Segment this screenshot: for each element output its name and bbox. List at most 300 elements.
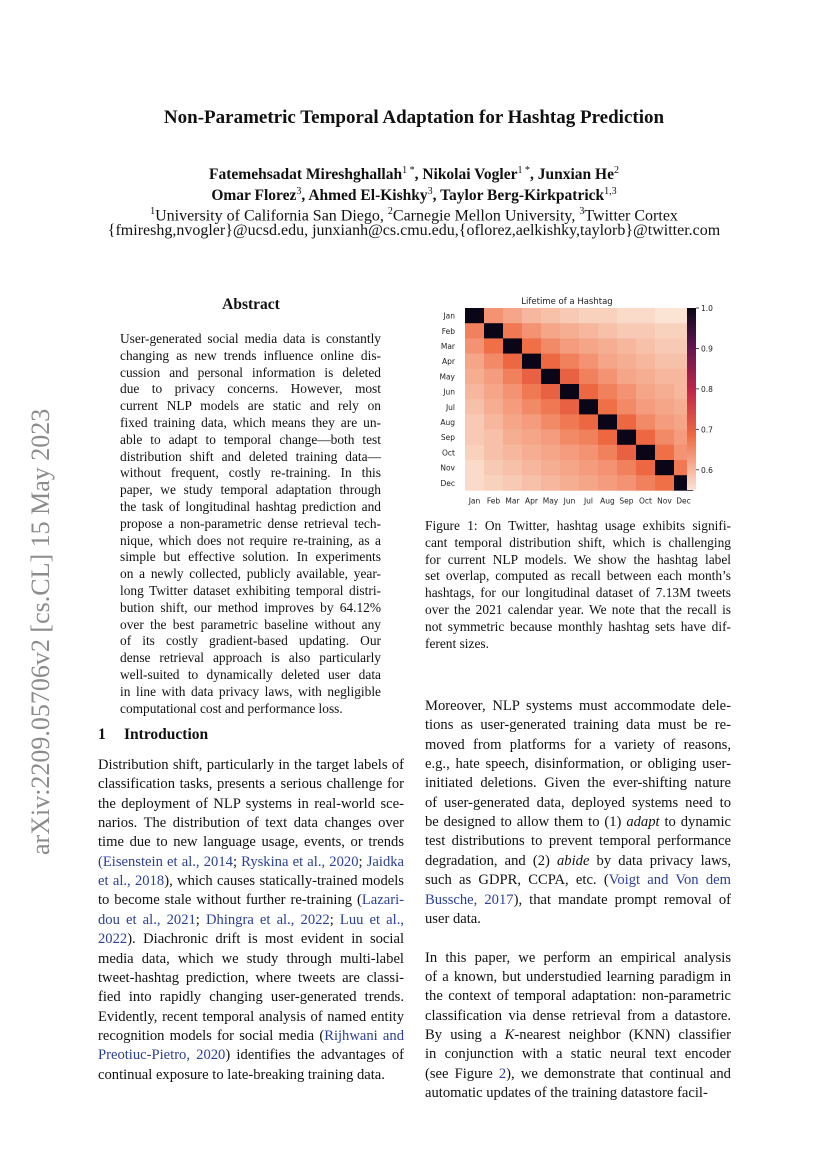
text-span: Evidently, recent temporal analysis of named entity [98, 1008, 404, 1025]
heatmap-cell [465, 323, 484, 339]
heatmap-cell [655, 384, 674, 400]
x-tick-label: Jan [468, 496, 481, 506]
heatmap-cell [484, 414, 503, 430]
emphasis-text: abide [557, 852, 590, 869]
heatmap-cell [598, 369, 617, 385]
caption-line: over the 2021 calendar year. We note that the recall is [425, 602, 731, 617]
text-span: -nearest neighbor (KNN) classifier [514, 1026, 732, 1043]
body-text-line [425, 891, 731, 910]
heatmap-cell [617, 338, 636, 354]
heatmap-cell [484, 354, 503, 370]
heatmap-cell [541, 308, 560, 324]
heatmap-cell [484, 369, 503, 385]
text-span: continual exposure to late-breaking training data. [98, 1066, 385, 1083]
citation-link[interactable]: ( [98, 853, 103, 870]
author-affiliation-mark: 3 [427, 186, 433, 197]
text-span: In this paper, we perform an empirical analysis [425, 949, 731, 966]
text-span: moved from platforms for a variety of reasons, [425, 736, 731, 753]
heatmap-cell [560, 384, 579, 400]
heatmap-cell [617, 475, 636, 491]
heatmap-cell [579, 338, 598, 354]
author-list-line-1: Fatemehsadat Mireshghallah$^{1 *}$, Nikolai Vogler$^{1 *}$, Junxian He$^2$ [209, 165, 619, 184]
abstract-line: without frequent, costly re-training. In this [120, 465, 381, 481]
heatmap-cell [598, 323, 617, 339]
caption-line: not symmetric because monthly hashtag sets have dif- [425, 618, 731, 634]
heatmap-cell [636, 475, 655, 491]
arxiv-identifier: arXiv:2209.05706v2 [cs.CL] 15 May 2023 [26, 408, 55, 855]
text-span: user data. [425, 910, 481, 927]
body-text-line [425, 871, 731, 890]
x-tick-label: Mar [505, 496, 520, 506]
author-name: Omar Florez [211, 187, 297, 205]
heatmap-cell [617, 399, 636, 415]
heatmap-cell [465, 338, 484, 354]
citation-link[interactable]: Dhingra et al., 2022 [205, 911, 330, 928]
heatmap-cell [522, 430, 541, 446]
abstract-line: nique, which does not require re-training, as a [120, 532, 381, 548]
heatmap-cell [579, 354, 598, 370]
abstract-line: of its costly gradient-based updating. Our [120, 633, 381, 649]
heatmap-cell [655, 445, 674, 461]
y-tick-label: Apr [442, 357, 455, 367]
heatmap-cell [560, 414, 579, 430]
citation-link[interactable]: 2022 [98, 931, 128, 948]
x-tick-label: Sep [619, 496, 634, 506]
heatmap-cell [503, 399, 522, 415]
x-tick-label: May [542, 496, 559, 506]
abstract-line: the task of longitudinal hashtag prediction and [120, 499, 381, 514]
heatmap-cell [560, 445, 579, 461]
citation-link[interactable]: Ryskina et al., 2020 [241, 853, 359, 870]
body-text-line [98, 930, 404, 949]
text-span: test distributions to prevent temporal performance [425, 833, 731, 850]
heatmap-cell [598, 475, 617, 491]
heatmap-cell [655, 430, 674, 446]
heatmap-cell [655, 323, 674, 339]
heatmap-cell [617, 308, 636, 324]
citation-link[interactable]: Eisenstein et al., 2014 [102, 853, 233, 870]
text-span: classification tasks, presents a serious challenge for [98, 776, 404, 793]
citation-link[interactable]: dou et al., 2021 [98, 911, 196, 928]
emphasis-text: K [504, 1026, 515, 1043]
heatmap-cell [636, 384, 655, 400]
body-text-line [425, 968, 731, 987]
citation-link[interactable]: et al., 2018 [98, 873, 165, 890]
text-span: ), which causes statically-trained models [164, 873, 404, 890]
text-span: of user-generated data, deployed systems need to [425, 794, 731, 811]
heatmap-cell [617, 354, 636, 370]
abstract-line: well-suited to dynamically deleted user data [120, 667, 381, 682]
author-list-line-2: Omar Florez$^3$, Ahmed El-Kishky$^3$, Taylor Berg-Kirkpatrick$^{1,3}$ [211, 186, 617, 205]
text-span: ; [329, 911, 340, 928]
y-tick-label: Mar [440, 342, 455, 351]
heatmap-cell [636, 338, 655, 354]
heatmap-cell [579, 445, 598, 461]
heatmap-cell [484, 308, 503, 324]
heatmap-cell [522, 414, 541, 430]
heatmap-cell [636, 399, 655, 415]
body-text-line [425, 1007, 731, 1026]
y-tick-label: Sep [440, 433, 455, 443]
body-text-line [425, 949, 731, 968]
heatmap-cell [465, 475, 484, 491]
heatmap-cell [465, 445, 484, 461]
author-affiliation-mark: 1 * [517, 165, 530, 176]
heatmap-cell [560, 369, 579, 385]
heatmap-cell [541, 354, 560, 370]
heatmap-cell [560, 430, 579, 446]
heatmap-cell [484, 445, 503, 461]
text-span: narios. The distribution of text data changes over [98, 815, 404, 832]
text-span: time due to new language usage, events, or trends [98, 834, 404, 851]
heatmap-cell [598, 430, 617, 446]
abstract-line: current NLP models are static and rely on [120, 398, 381, 414]
text-span: ; [358, 853, 367, 870]
abstract-line: distribution shift and deleted training data— [120, 448, 381, 464]
y-tick-label: Jan [443, 311, 455, 321]
heatmap-cell [522, 445, 541, 461]
body-text-line [425, 1065, 731, 1084]
x-tick-label: Nov [657, 496, 672, 506]
body-text-line [98, 891, 404, 910]
heatmap-cell [655, 354, 674, 370]
caption-line: ferent sizes. [425, 635, 489, 651]
body-text-line [425, 736, 731, 755]
x-tick-label: Apr [525, 496, 538, 506]
body-text-line [98, 775, 404, 794]
heatmap-cell [522, 475, 541, 491]
body-text-line [98, 950, 404, 969]
citation-link[interactable]: 2 [498, 1065, 507, 1082]
heatmap-cell [655, 369, 674, 385]
text-span: classification via dense retrieval from a datastore. [425, 1007, 731, 1024]
colorbar-tick-label: 1.0 [701, 304, 713, 313]
heatmap-cell [503, 384, 522, 400]
arxiv-identifier-stamp [19, 355, 59, 855]
heatmap-cell [598, 460, 617, 476]
body-text-line [98, 853, 404, 872]
abstract-line: dense retrieval approach is also particularly [120, 650, 381, 666]
heatmap-cell [465, 308, 484, 324]
affiliation-mark: 1 [150, 206, 156, 217]
y-tick-label: Oct [442, 448, 455, 458]
body-text-line [425, 755, 731, 774]
heatmap-cell [541, 338, 560, 354]
heatmap-cell [617, 460, 636, 476]
text-span: in conjunction with a static neural text encoder [425, 1046, 731, 1063]
text-span: tweet-hashtag prediction, where tweets are classi- [98, 969, 404, 986]
y-tick-label: Jun [443, 387, 455, 397]
heatmap-cell [617, 369, 636, 385]
heatmap-cell [579, 399, 598, 415]
heatmap-cell [484, 430, 503, 446]
body-text-line [425, 832, 731, 851]
body-text-line [425, 1045, 731, 1064]
abstract-line: due to privacy concerns. However, most [120, 381, 381, 397]
citation-link[interactable]: Voigt and Von dem [608, 872, 731, 889]
text-span: by data privacy laws, [589, 852, 731, 869]
heatmap-cell [655, 414, 674, 430]
heatmap-cell [636, 369, 655, 385]
heatmap-cell [579, 369, 598, 385]
heatmap-cell [541, 445, 560, 461]
text-span: the context of temporal adaptation: non-parametric [425, 988, 731, 1005]
heatmap-cell [484, 460, 503, 476]
heatmap-cell [560, 338, 579, 354]
abstract-line: bution shift, our method improves by 64.12% [120, 599, 381, 615]
author-emails: {fmireshg,nvogler}@ucsd.edu, junxianh@cs.cmu.edu,{oflorez,aelkishky,taylorb}@twitter.com [107, 222, 721, 239]
affiliation-name: University of California San Diego, [155, 207, 388, 225]
text-span: Distribution shift, particularly in the target labels of [98, 757, 404, 773]
x-tick-label: Aug [600, 496, 615, 506]
body-text-line [98, 833, 404, 852]
x-tick-label: Jul [583, 496, 594, 506]
body-text-line [98, 969, 404, 988]
body-text-line [425, 716, 731, 735]
body-text-line [98, 1027, 404, 1046]
abstract-line: propose a non-parametric dense retrieval tech- [120, 515, 381, 531]
author-name: Nikolai Vogler [422, 166, 518, 184]
abstract-line: fixed training data, which means they are un- [120, 415, 381, 430]
y-tick-label: Jul [445, 402, 455, 412]
citation-link[interactable]: Rijhwani and [324, 1027, 405, 1044]
text-span: the deployment of NLP systems in real-world sce- [98, 795, 404, 812]
text-span: be designed to allow them to (1) [425, 814, 627, 831]
heatmap-cell [560, 323, 579, 339]
author-affiliation-mark: 3 [296, 186, 302, 197]
heatmap-cell [522, 323, 541, 339]
affiliation-mark: 2 [387, 206, 393, 217]
section-number: 1 [98, 726, 106, 743]
heatmap-cell [541, 475, 560, 491]
text-span: to dynamic [659, 814, 731, 831]
heatmap-cell [465, 369, 484, 385]
heatmap-cell [636, 354, 655, 370]
text-span: to become stale without further re-training ( [98, 892, 362, 909]
citation-link[interactable]: Preotiuc-Pietro, 2020 [98, 1047, 226, 1064]
author-name: Taylor Berg-Kirkpatrick [440, 187, 605, 205]
author-affiliation-mark: 2 [613, 165, 619, 176]
citation-link[interactable]: Luu et al., [339, 911, 405, 928]
colorbar [687, 308, 696, 490]
text-span: ), that mandate prompt removal of [513, 891, 731, 908]
heatmap-cell [655, 308, 674, 324]
heatmap-cell [617, 323, 636, 339]
heatmap-cell [598, 414, 617, 430]
heatmap-cell [617, 430, 636, 446]
heatmap-cell [636, 445, 655, 461]
affiliation-name: Carnegie Mellon University, [392, 207, 580, 225]
heatmap-cell [636, 308, 655, 324]
heatmap-cell [465, 460, 484, 476]
heatmap-cell [465, 430, 484, 446]
affiliation-mark: 3 [579, 206, 585, 217]
heatmap-cell [617, 384, 636, 400]
body-text-line [425, 1026, 731, 1045]
heatmap-cell [522, 308, 541, 324]
x-tick-label: Oct [639, 496, 652, 506]
heatmap-cell [636, 430, 655, 446]
paper-title: Non-Parametric Temporal Adaptation for Hashtag Prediction [163, 107, 665, 128]
text-span: recognition models for social media ( [98, 1027, 325, 1044]
heatmap-cell [541, 323, 560, 339]
heatmap-cell [465, 384, 484, 400]
abstract-line: able to adapt to temporal change—both test [120, 431, 381, 447]
colorbar-tick-label: 0.8 [701, 384, 713, 394]
heatmap-cell [655, 338, 674, 354]
heatmap-cell [560, 460, 579, 476]
heatmap-cell [655, 460, 674, 476]
body-text-line [425, 774, 731, 793]
text-span: such as GDPR, CCPA, etc. ( [425, 872, 609, 889]
body-text-line [98, 1008, 404, 1027]
colorbar-tick-label: 0.7 [701, 425, 713, 435]
heatmap-cell [560, 399, 579, 415]
heatmap-cell [522, 369, 541, 385]
text-span: e.g., hate speech, disinformation, or obliging user- [425, 756, 731, 773]
heatmap-cell [484, 384, 503, 400]
heatmap-cell [579, 308, 598, 324]
heatmap-cell [579, 475, 598, 491]
heatmap-cell [598, 338, 617, 354]
body-text-line [425, 852, 731, 871]
heatmap-cell [503, 414, 522, 430]
heatmap-cell [503, 475, 522, 491]
colorbar-tick-label: 0.6 [701, 465, 713, 475]
x-tick-label: Jun [563, 496, 576, 506]
text-span: ) identifies the advantages of [225, 1047, 404, 1064]
caption-line: set overlap, computed as recall between each month’s [425, 568, 731, 584]
y-tick-label: May [439, 372, 455, 382]
body-text-line [425, 1084, 731, 1103]
text-span: By using a [425, 1026, 505, 1043]
body-text-line [425, 794, 731, 813]
text-span: ; [195, 911, 206, 928]
abstract-line: computational cost and performance loss. [120, 700, 343, 716]
figure-1-heatmap [425, 294, 735, 512]
heatmap-cell [541, 399, 560, 415]
body-text-line [425, 910, 731, 929]
chart-title: Lifetime of a Hashtag [521, 297, 613, 307]
affiliation-name: Twitter Cortex [584, 207, 678, 225]
heatmap-cell [503, 445, 522, 461]
heatmap-cell [579, 460, 598, 476]
caption-line: hashtags, for our longitudinal dataset of 7.13M tweets [425, 585, 731, 601]
heatmap-cell [598, 445, 617, 461]
heatmap-cell [503, 354, 522, 370]
heatmap-cell [522, 399, 541, 415]
heatmap-cell [598, 399, 617, 415]
heatmap-cell [484, 338, 503, 354]
heatmap-cell [541, 414, 560, 430]
text-span: initiated deletions. Given the ever-shifting nature [425, 775, 731, 792]
text-span: automatic updates of the training datastore facil- [425, 1085, 708, 1101]
body-text-line [98, 1046, 404, 1065]
heatmap-cell [636, 460, 655, 476]
heatmap-cell [560, 475, 579, 491]
author-name: Ahmed El-Kishky [308, 187, 428, 205]
heatmap-cell [617, 445, 636, 461]
body-text-line [98, 795, 404, 814]
section-title: Introduction [124, 726, 209, 743]
heatmap-cell [503, 369, 522, 385]
heatmap-cell [636, 323, 655, 339]
abstract-heading: Abstract [222, 296, 280, 313]
heatmap-cell [503, 338, 522, 354]
text-span: of a known, but understudied learning paradigm in [425, 968, 731, 985]
text-span: Moreover, NLP systems must accommodate dele- [425, 698, 731, 714]
body-text-line [98, 814, 404, 833]
text-span: ), we demonstrate that continual and [506, 1065, 731, 1082]
y-tick-label: Feb [441, 326, 455, 336]
text-span: (see Figure [425, 1065, 499, 1082]
abstract-line: simple but effective solution. In experiments [120, 549, 381, 565]
heatmap-cell [617, 414, 636, 430]
citation-link[interactable]: Jaidka [366, 853, 405, 870]
heatmap-cell [579, 384, 598, 400]
text-span: media data, which we study through multi-label [98, 950, 404, 967]
heatmap-cell [484, 323, 503, 339]
y-tick-label: Nov [440, 463, 455, 473]
heatmap-cell [484, 475, 503, 491]
abstract-line: changing as new trends influence online dis- [120, 347, 381, 363]
author-affiliation-mark: 1 * [402, 165, 415, 176]
abstract-line: User-generated social media data is constantly [120, 331, 381, 346]
section-heading [98, 726, 208, 744]
heatmap-cell [541, 460, 560, 476]
heatmap-cell [579, 430, 598, 446]
body-text-line [425, 813, 731, 832]
heatmap-cell [636, 414, 655, 430]
abstract-line: paper, we study temporal adaptation through [120, 482, 381, 498]
heatmap-cell [522, 460, 541, 476]
heatmap-cell [522, 338, 541, 354]
text-span: degradation, and (2) [425, 852, 557, 869]
body-text-line [98, 872, 404, 891]
heatmap-cell [560, 308, 579, 324]
body-text-line [425, 697, 731, 716]
citation-link[interactable]: Bussche, 2017 [425, 891, 514, 908]
abstract-line: cussion and personal information is deleted [120, 364, 381, 380]
heatmap-cell [522, 354, 541, 370]
abstract-line: long Twitter dataset exhibiting temporal distri- [120, 583, 381, 598]
heatmap-cell [579, 323, 598, 339]
body-text-line [425, 987, 731, 1006]
heatmap-cell [541, 384, 560, 400]
heatmap-cell [484, 399, 503, 415]
x-tick-label: Dec [676, 496, 691, 506]
heatmap-cell [465, 399, 484, 415]
abstract-line: in line with data privacy laws, with negligible [120, 683, 381, 699]
heatmap-cell [522, 384, 541, 400]
citation-link[interactable]: Lazari- [361, 892, 404, 909]
author-name: Fatemehsadat Mireshghallah [209, 166, 403, 184]
body-text-line [98, 1066, 404, 1085]
text-span: ; [232, 853, 242, 870]
caption-line: Figure 1: On Twitter, hashtag usage exhibits signifi- [425, 518, 731, 533]
body-text-line [98, 911, 404, 930]
heatmap-cell [465, 354, 484, 370]
x-tick-label: Feb [486, 496, 501, 506]
heatmap-cell [465, 414, 484, 430]
heatmap-cell [579, 414, 598, 430]
heatmap-cell [503, 430, 522, 446]
abstract-line: over the best parametric baseline without any [120, 616, 381, 632]
colorbar-tick-label: 0.9 [701, 344, 713, 354]
text-span: fied into rapidly changing user-generated trends. [98, 989, 404, 1006]
heatmap-cell [598, 354, 617, 370]
text-span: tions as user-generated training data must be re- [425, 717, 731, 734]
